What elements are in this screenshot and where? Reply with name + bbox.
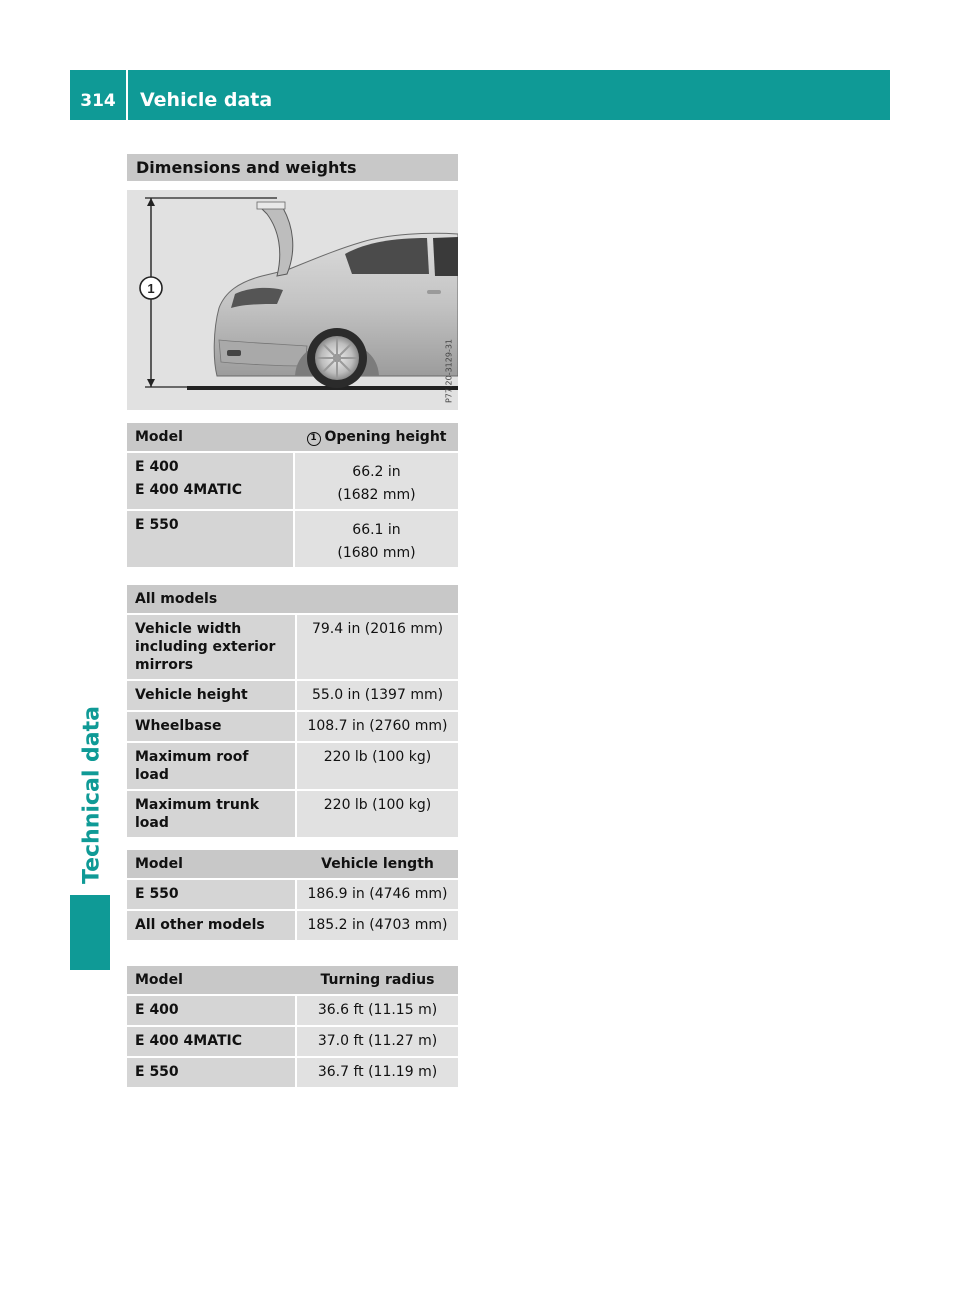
- table-row: [127, 511, 458, 569]
- table-row: [127, 880, 458, 911]
- table-row: [127, 911, 458, 942]
- spec-value-cell: 79.4 in (2016 mm): [297, 615, 458, 681]
- table-row: [127, 712, 458, 743]
- column-header-model: Model: [127, 966, 297, 996]
- figure-code: P77.20-3129-31: [444, 338, 454, 404]
- table-row: [127, 681, 458, 712]
- table-row: [127, 791, 458, 839]
- table-row: [127, 743, 458, 791]
- spec-label-cell: Maximum trunk load: [127, 791, 297, 839]
- trunk-opening-figure: [127, 190, 458, 410]
- table-row: [127, 1027, 458, 1058]
- side-window: [433, 237, 458, 276]
- spec-value-cell: 108.7 in (2760 mm): [297, 712, 458, 743]
- table-header-row: [127, 850, 458, 880]
- column-header-turning-radius: Turning radius: [297, 966, 458, 996]
- table-header-row: [127, 423, 458, 453]
- column-header-all-models: All models: [127, 585, 297, 615]
- sidebar-tab-marker: [70, 895, 110, 970]
- table-row: [127, 453, 458, 511]
- table-header-row: [127, 966, 458, 996]
- spec-label-cell: Vehicle width including exterior mirrors: [127, 615, 297, 681]
- value-cell: 186.9 in (4746 mm): [297, 880, 458, 911]
- callout-1-icon: 1: [307, 432, 321, 446]
- value-cell: 185.2 in (4703 mm): [297, 911, 458, 942]
- model-cell: E 400: [127, 996, 297, 1027]
- model-cell: E 400 E 400 4MATIC: [127, 453, 295, 511]
- spec-value-cell: 220 lb (100 kg): [297, 791, 458, 839]
- svg-text:1: 1: [147, 281, 155, 296]
- door-handle: [427, 290, 441, 294]
- spec-label-cell: Vehicle height: [127, 681, 297, 712]
- value-cell: 36.7 ft (11.19 m): [297, 1058, 458, 1089]
- value-cell: 36.6 ft (11.15 m): [297, 996, 458, 1027]
- all-models-table: [127, 585, 458, 839]
- spec-value-cell: 220 lb (100 kg): [297, 743, 458, 791]
- header-divider: [126, 70, 128, 120]
- page-title: Vehicle data: [140, 89, 273, 111]
- model-cell: E 550: [127, 1058, 297, 1089]
- table-row: [127, 615, 458, 681]
- value-cell: 66.2 in (1682 mm): [295, 453, 458, 511]
- sidebar-section-label: Technical data: [79, 706, 105, 884]
- ground-line: [187, 386, 458, 390]
- trunk-lid-top: [257, 202, 285, 209]
- value-cell: 37.0 ft (11.27 m): [297, 1027, 458, 1058]
- opening-height-table: [127, 423, 458, 569]
- page-number: 314: [80, 91, 116, 111]
- vehicle-length-table: [127, 850, 458, 942]
- column-header-opening-height: 1 Opening height: [295, 423, 458, 453]
- spec-label-cell: Wheelbase: [127, 712, 297, 743]
- turning-radius-table: [127, 966, 458, 1089]
- column-header-model: Model: [127, 850, 297, 880]
- model-cell: E 400 4MATIC: [127, 1027, 297, 1058]
- model-cell: E 550: [127, 880, 297, 911]
- table-row: [127, 996, 458, 1027]
- model-cell: All other models: [127, 911, 297, 942]
- exhaust-pipe: [227, 350, 241, 356]
- rear-wheel: [307, 328, 367, 388]
- column-header-model: Model: [127, 423, 295, 453]
- table-row: [127, 1058, 458, 1089]
- callout-1-icon: [140, 277, 162, 299]
- table-header-row: [127, 585, 458, 615]
- trunk-lid: [259, 206, 293, 276]
- column-header-empty: [297, 585, 458, 615]
- section-title: Dimensions and weights: [127, 154, 458, 181]
- spec-label-cell: Maximum roof load: [127, 743, 297, 791]
- column-header-vehicle-length: Vehicle length: [297, 850, 458, 880]
- model-cell: E 550: [127, 511, 295, 569]
- value-cell: 66.1 in (1680 mm): [295, 511, 458, 569]
- spec-value-cell: 55.0 in (1397 mm): [297, 681, 458, 712]
- car-rear-illustration: [127, 190, 458, 410]
